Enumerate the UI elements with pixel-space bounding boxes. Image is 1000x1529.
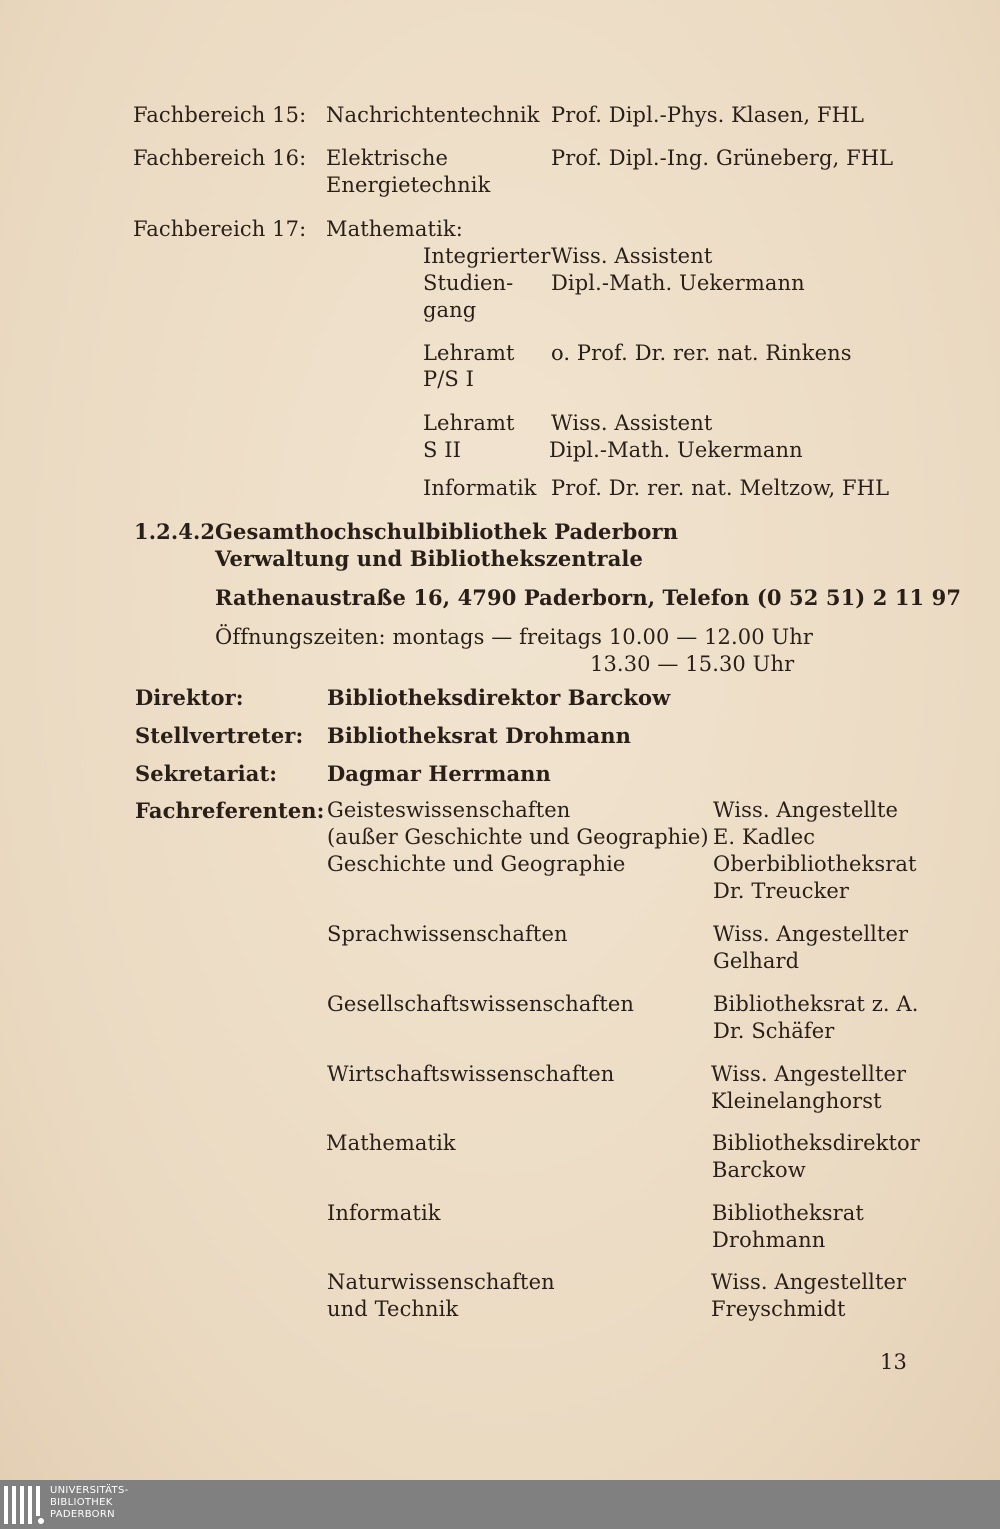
ref-person-informatik-line1: Bibliotheksrat: [712, 1201, 864, 1225]
staff-label-sekretariat: Sekretariat:: [135, 761, 278, 786]
math-sub-integrierter-line1: Integrierter: [423, 244, 551, 268]
fachbereich-15-subject: Nachrichtentechnik: [326, 103, 540, 127]
fachreferenten-label: Fachreferenten:: [135, 798, 325, 823]
ref-person-geisteswiss-line1: Wiss. Angestellte: [713, 798, 899, 822]
ref-person-geisteswiss-line2: E. Kadlec: [713, 825, 816, 849]
logo-text-line2: BIBLIOTHEK: [50, 1497, 113, 1508]
ref-person-wirtschaftswiss-line2: Kleinelanghorst: [711, 1089, 882, 1113]
ref-subject-sprachwiss: Sprachwissenschaften: [327, 922, 568, 946]
library-logo-text: [50, 1485, 129, 1521]
math-sub-lehramt-ps1-person: o. Prof. Dr. rer. nat. Rinkens: [551, 341, 852, 365]
staff-label-direktor: Direktor:: [135, 685, 244, 710]
section-title-line2: Verwaltung und Bibliothekszentrale: [215, 546, 643, 571]
math-sub-integrierter-person2: Dipl.-Math. Uekermann: [551, 271, 805, 295]
ref-subject-informatik: Informatik: [327, 1201, 441, 1225]
ref-person-sprachwiss-line1: Wiss. Angestellter: [713, 922, 909, 946]
math-sub-lehramt-s2-line1: Lehramt: [423, 411, 515, 435]
fachbereich-16-label: Fachbereich 16:: [133, 146, 307, 170]
ref-subject-wirtschaftswiss: Wirtschaftswissenschaften: [327, 1062, 615, 1086]
fachbereich-17-subject: Mathematik:: [326, 217, 463, 241]
staff-value-stellvertreter: Bibliotheksrat Drohmann: [327, 723, 631, 748]
math-sub-integrierter-line2: Studien-: [423, 271, 514, 295]
logo-text-line1: UNIVERSITÄTS-: [50, 1485, 129, 1496]
math-sub-integrierter-person1: Wiss. Assistent: [551, 244, 713, 268]
math-sub-lehramt-s2-person2: Dipl.-Math. Uekermann: [549, 438, 803, 462]
ref-person-gesellschaftswiss-line1: Bibliotheksrat z. A.: [713, 992, 919, 1016]
library-address: Rathenaustraße 16, 4790 Paderborn, Telefon (0 52 51) 2 11 97: [215, 585, 962, 610]
fachbereich-16-subject-line2: Energietechnik: [326, 173, 491, 197]
ref-subject-geisteswiss-line2: (außer Geschichte und Geographie): [327, 825, 709, 849]
staff-value-sekretariat: Dagmar Herrmann: [327, 761, 551, 786]
math-sub-informatik: Informatik: [423, 476, 537, 500]
logo-dot-icon: [38, 1518, 44, 1524]
staff-label-stellvertreter: Stellvertreter:: [135, 723, 304, 748]
ref-person-geschichte-line2: Dr. Treucker: [713, 879, 850, 903]
ref-subject-gesellschaftswiss: Gesellschaftswissenschaften: [327, 992, 635, 1016]
opening-hours-line1: Öffnungszeiten: montags — freitags 10.00 — 12.00 Uhr: [215, 625, 814, 649]
ref-subject-geschichte: Geschichte und Geographie: [327, 852, 626, 876]
logo-text-line3: PADERBORN: [50, 1509, 115, 1520]
ref-person-sprachwiss-line2: Gelhard: [713, 949, 800, 973]
opening-hours-line2: 13.30 — 15.30 Uhr: [590, 652, 795, 676]
math-sub-lehramt-s2-line2: S II: [423, 438, 462, 462]
ref-person-naturwiss-line1: Wiss. Angestellter: [711, 1270, 907, 1294]
ref-person-mathematik-line2: Barckow: [712, 1158, 806, 1182]
math-sub-lehramt-ps1-line1: Lehramt: [423, 341, 515, 365]
math-sub-integrierter-line3: gang: [423, 298, 477, 322]
fachbereich-17-label: Fachbereich 17:: [133, 217, 307, 241]
ref-person-naturwiss-line2: Freyschmidt: [711, 1297, 846, 1321]
staff-value-direktor: Bibliotheksdirektor Barckow: [327, 685, 671, 710]
fachbereich-16-person: Prof. Dipl.-Ing. Grüneberg, FHL: [551, 146, 894, 170]
ref-subject-mathematik: Mathematik: [326, 1131, 456, 1155]
section-number: 1.2.4.2: [134, 519, 216, 544]
ref-subject-geisteswiss-line1: Geisteswissenschaften: [327, 798, 571, 822]
math-sub-lehramt-s2-person1: Wiss. Assistent: [551, 411, 713, 435]
fachbereich-15-person: Prof. Dipl.-Phys. Klasen, FHL: [551, 103, 865, 127]
page-number: 13: [880, 1350, 907, 1374]
fachbereich-16-subject-line1: Elektrische: [326, 146, 448, 170]
math-sub-informatik-person: Prof. Dr. rer. nat. Meltzow, FHL: [551, 476, 890, 500]
ref-person-geschichte-line1: Oberbibliotheksrat: [713, 852, 917, 876]
ref-subject-naturwiss-line1: Naturwissenschaften: [327, 1270, 555, 1294]
fachbereich-15-label: Fachbereich 15:: [133, 103, 307, 127]
math-sub-lehramt-ps1-line2: P/S I: [423, 367, 475, 391]
library-footer-bar: [0, 1480, 1000, 1529]
ref-subject-naturwiss-line2: und Technik: [327, 1297, 459, 1321]
ref-person-wirtschaftswiss-line1: Wiss. Angestellter: [711, 1062, 907, 1086]
ref-person-mathematik-line1: Bibliotheksdirektor: [712, 1131, 920, 1155]
ref-person-gesellschaftswiss-line2: Dr. Schäfer: [713, 1019, 835, 1043]
section-title-line1: Gesamthochschulbibliothek Paderborn: [215, 519, 679, 544]
ref-person-informatik-line2: Drohmann: [712, 1228, 826, 1252]
